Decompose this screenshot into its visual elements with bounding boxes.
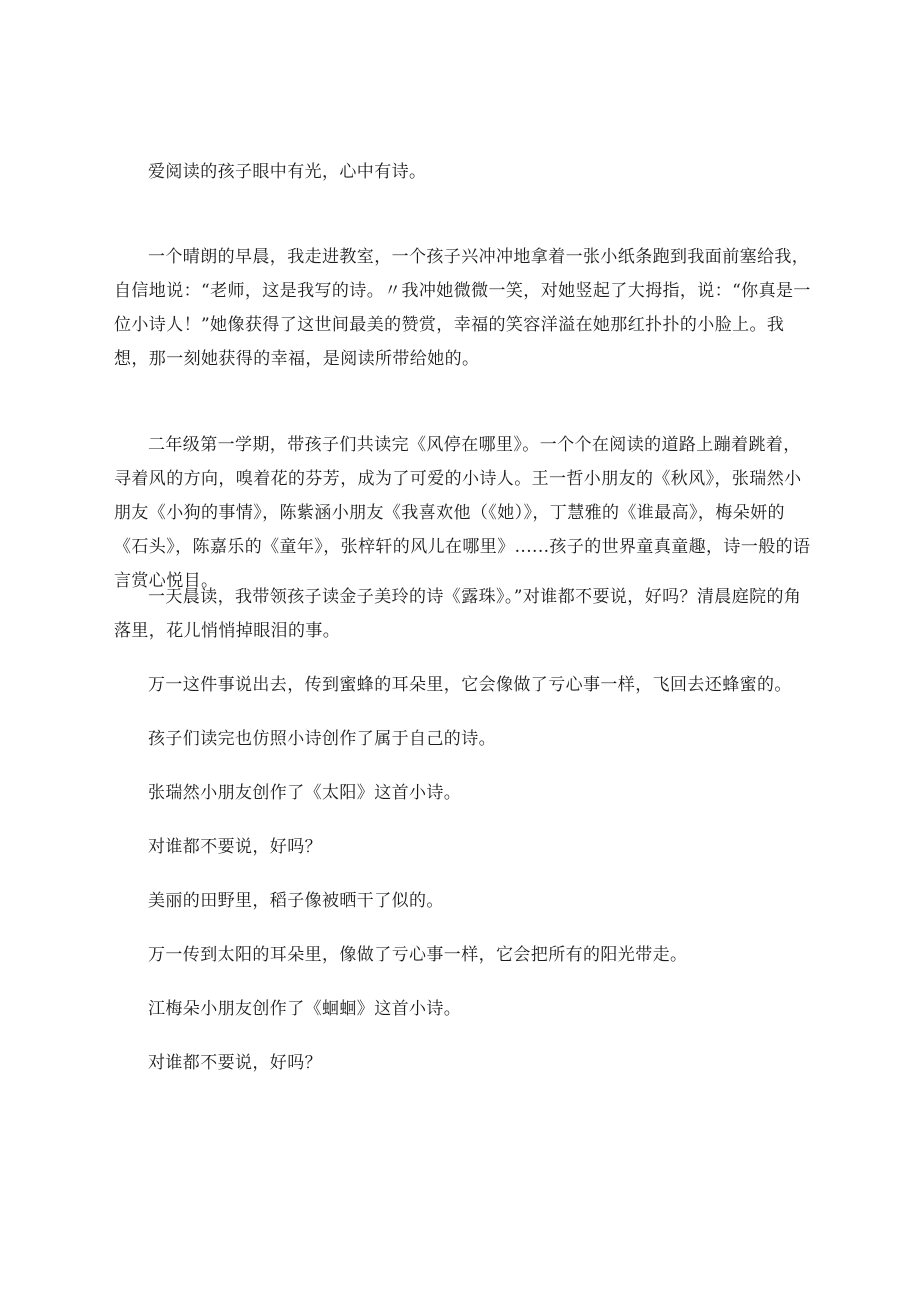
paragraph-7: 张瑞然小朋友创作了《太阳》这首小诗。 xyxy=(148,783,462,803)
paragraph-8: 对谁都不要说，好吗？ xyxy=(148,837,322,857)
paragraph-2: 一个晴朗的早晨，我走进教室，一个孩子兴冲冲地拿着一张小纸条跑到我面前塞给我，自信地说：“老师，这是我写的诗。〃我冲她微微一笑，对她竖起了大拇指，说：“你真是一位小诗人！”她像获得了这世间最美的赞赏，幸福的笑容洋溢在她那红扑扑的小脸上。我想，那一刻她获得的幸福，是阅读所带给她的。 xyxy=(114,247,811,369)
paragraph-5: 万一这件事说出去，传到蜜蜂的耳朵里，它会像做了亏心事一样，飞回去还蜂蜜的。 xyxy=(148,675,792,695)
paragraph-12: 对谁都不要说，好吗？ xyxy=(148,1053,322,1073)
paragraph-4: 一天晨读，我带领孩子读金子美玲的诗《露珠》。”对谁都不要说，好吗？清晨庭院的角落里，花儿悄悄掉眼泪的事。 xyxy=(114,587,802,641)
paragraph-9: 美丽的田野里，稻子像被晒干了似的。 xyxy=(148,891,444,911)
paragraph-3: 二年级第一学期，带孩子们共读完《风停在哪里》。一个个在阅读的道路上蹦着跳着，寻着风的方向，嗅着花的芬芳，成为了可爱的小诗人。王一哲小朋友的《秋风》，张瑞然小朋友《小狗的事情》，陈紫涵小朋友《我喜欢他（《她）》，丁慧雅的《谁最高》，梅朵妍的《石头》，陈嘉乐的《童年》，张梓轩的风儿在哪里》......孩子的世界童真童趣，诗一般的语言赏心悦目。 xyxy=(114,435,811,591)
paragraph-11: 江梅朵小朋友创作了《蛔蛔》这首小诗。 xyxy=(148,999,462,1019)
paragraph-10: 万一传到太阳的耳朵里，像做了亏心事一样，它会把所有的阳光带走。 xyxy=(148,945,688,965)
paragraph-1: 爱阅读的孩子眼中有光，心中有诗。 xyxy=(148,162,427,182)
paragraph-6: 孩子们读完也仿照小诗创作了属于自己的诗。 xyxy=(148,729,496,749)
